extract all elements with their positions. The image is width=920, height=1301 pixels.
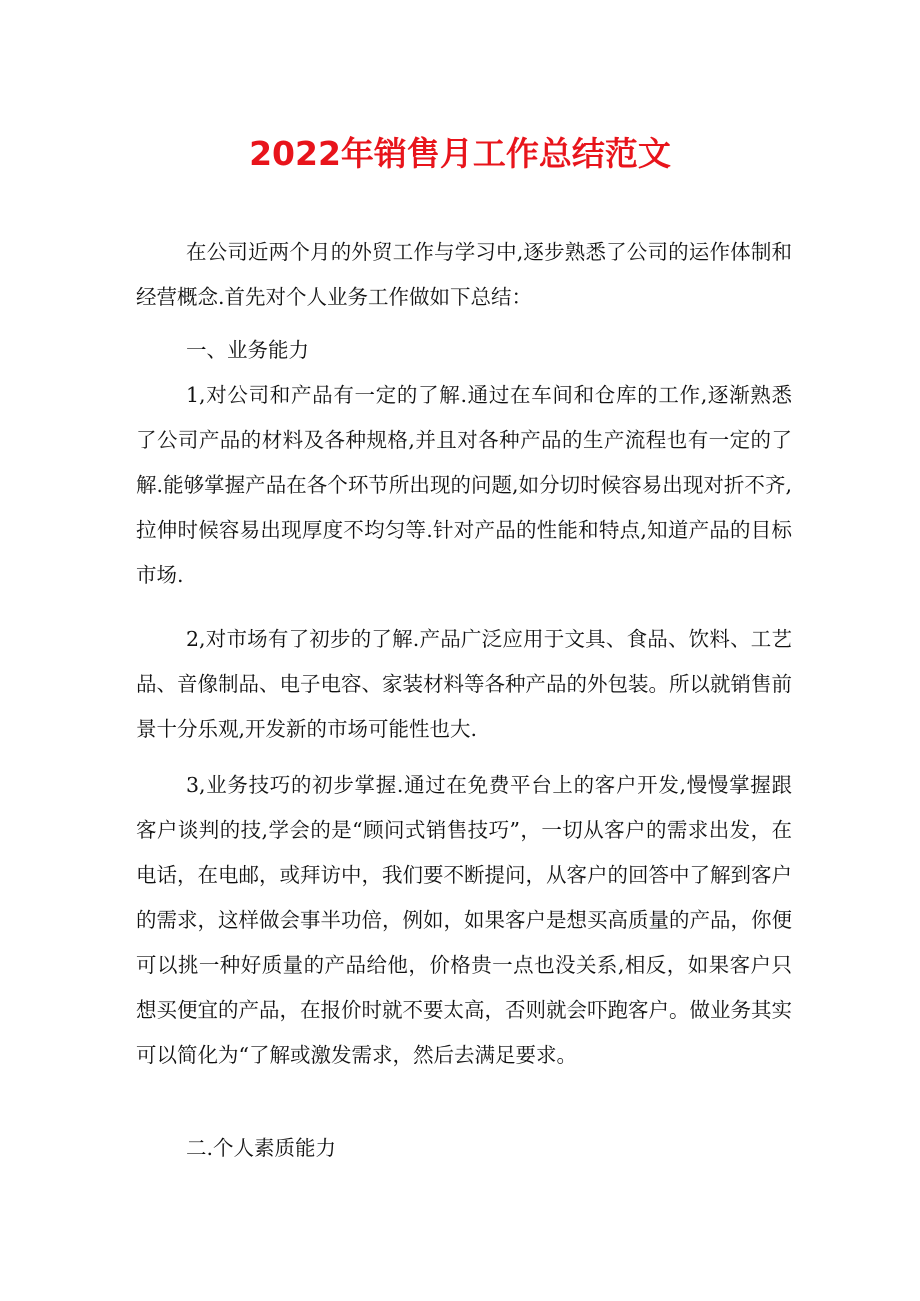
paragraph-point-1: 1,对公司和产品有一定的了解.通过在车间和仓库的工作,逐渐熟悉了公司产品的材料及各种规格,并且对各种产品的生产流程也有一定的了解.能够掌握产品在各个环节所出现的问题,如分切时候容易出现对折不齐,拉伸时候容易出现厚度不均匀等.针对产品的性能和特点,知道产品的目标市场. — [136, 383, 792, 587]
paragraph-point-3: 3,业务技巧的初步掌握.通过在免费平台上的客户开发,慢慢掌握跟客户谈判的技,学会的是“顾问式销售技巧”，一切从客户的需求出发，在电话，在电邮，或拜访中，我们要不断提问，从客户的回答中了解到客户的需求，这样做会事半功倍，例如，如果客户是想买高质量的产品，你便可以挑一种好质量的产品给他，价格贵一点也没关系,相反，如果客户只想买便宜的产品，在报价时就不要太高，否则就会吓跑客户。做业务其实可以简化为“了解或激发需求，然后去满足要求。 — [136, 773, 792, 1067]
paragraph-point-2: 2,对市场有了初步的了解.产品广泛应用于文具、食品、饮料、工艺品、音像制品、电子电容、家装材料等各种产品的外包装。所以就销售前景十分乐观,开发新的市场可能性也大. — [136, 627, 792, 741]
section-heading-personal-quality: 二.个人素质能力 — [186, 1136, 337, 1160]
document-title: 2022年销售月工作总结范文 — [249, 134, 671, 173]
section-heading-business-ability: 一、业务能力 — [186, 338, 309, 362]
paragraph-intro: 在公司近两个月的外贸工作与学习中,逐步熟悉了公司的运作体制和经营概念.首先对个人业务工作做如下总结： — [136, 240, 792, 309]
